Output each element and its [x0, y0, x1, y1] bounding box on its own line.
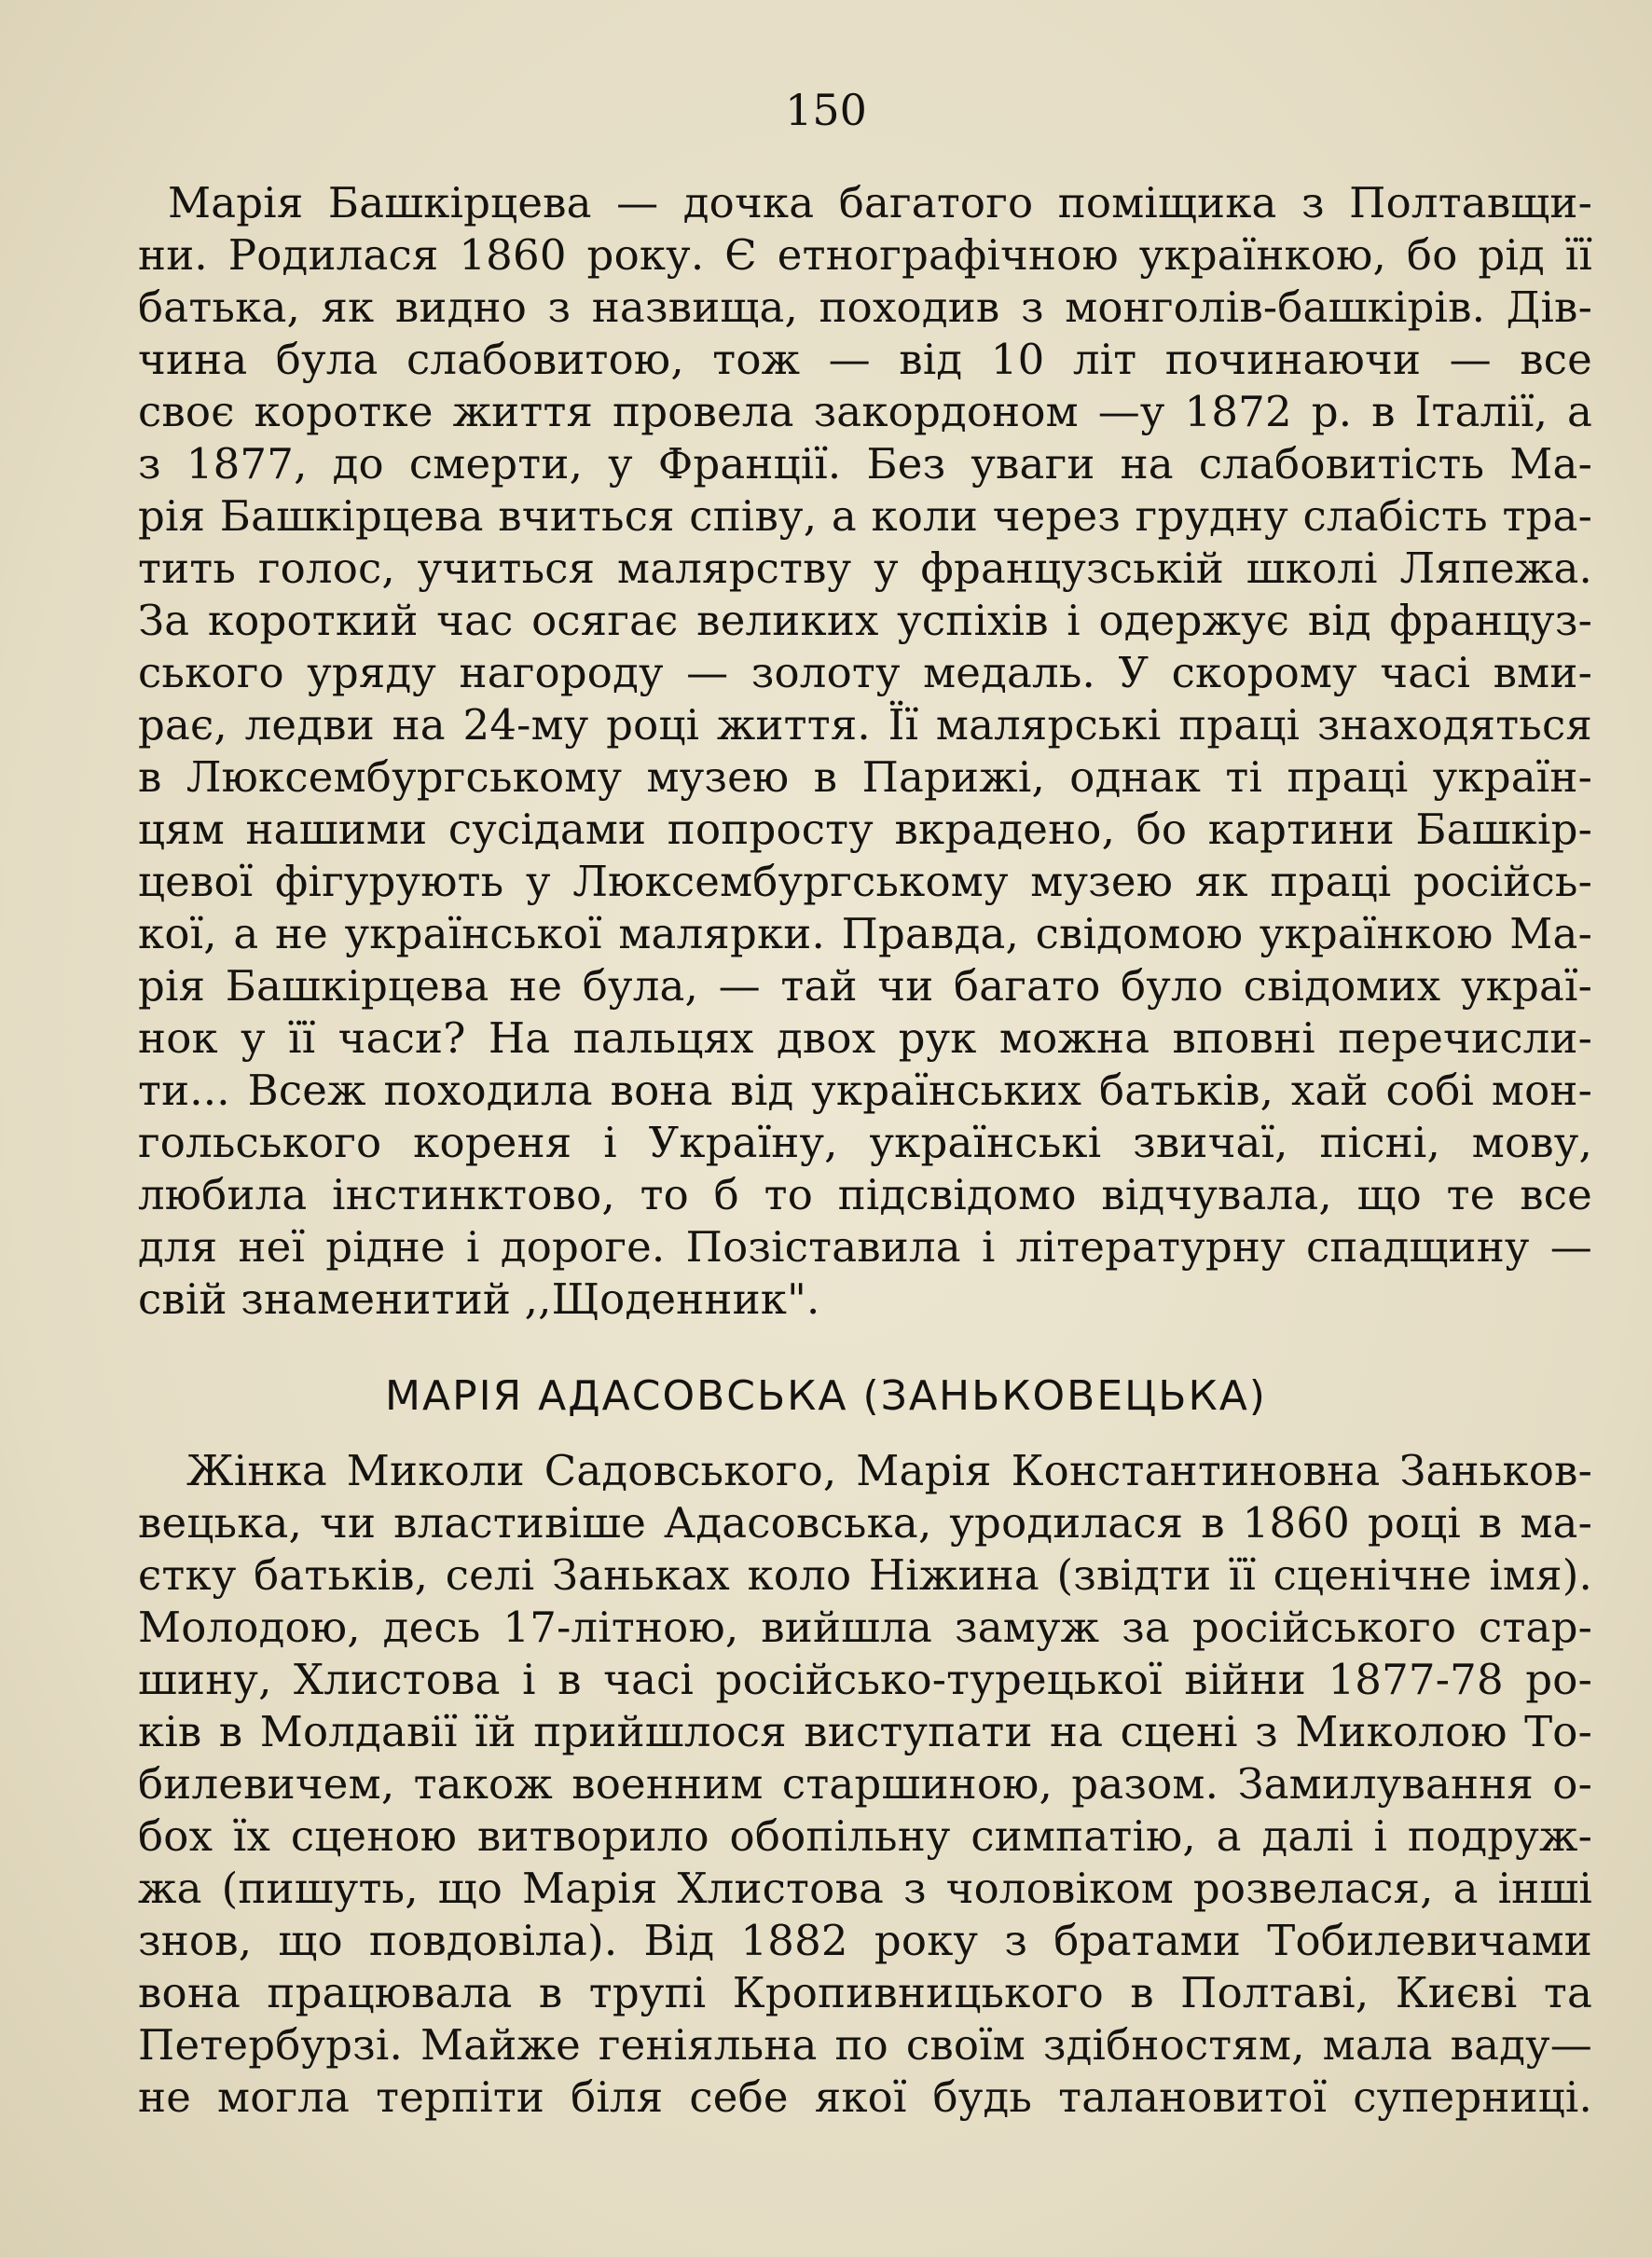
section-zankovetska — [138, 1445, 1592, 2124]
text-line: знов, що повдовіла). Від 1882 року з братами Тобилевичами — [138, 1916, 1592, 1965]
text-line: єтку батьків, селі Заньках коло Ніжина (звідти її сценічне імя). — [138, 1550, 1592, 1600]
text-line: своє коротке життя провела закордоном —у 1872 р. в Італії, а — [138, 387, 1592, 436]
text-line: рія Башкірцева вчиться співу, а коли через грудну слабість тра- — [138, 491, 1592, 541]
text-line: билевичем, також военним старшиною, разом. Замилування о- — [138, 1759, 1592, 1809]
text-line: в Люксембургському музею в Парижі, однак ті праці україн- — [138, 752, 1592, 802]
text-line: вона працювала в трупі Кропивницького в Полтаві, Києві та — [138, 1968, 1592, 2017]
text-line: тить голос, учиться малярству у французській школі Ляпежа. — [138, 544, 1592, 593]
text-line: рія Башкірцева не була, — тай чи багато було свідомих украї- — [138, 961, 1592, 1011]
text-line: вецька, чи властивіше Адасовська, уродилася в 1860 році в ма- — [138, 1498, 1592, 1548]
text-line: цям нашими сусідами попросту вкрадено, бо картини Башкір- — [138, 805, 1592, 854]
text-line: Марія Башкірцева — дочка багатого поміщика з Полтавщи- — [168, 178, 1592, 227]
text-line: бох їх сценою витворило обопільну симпатію, а далі і подруж- — [138, 1811, 1592, 1861]
text-line: любила інстинктово, то б то підсвідомо відчувала, що те все — [138, 1170, 1592, 1219]
text-line: кої, а не української малярки. Правда, свідомою українкою Ма- — [138, 909, 1592, 958]
text-line: ків в Молдавії їй прийшлося виступати на сцені з Миколою То- — [138, 1707, 1592, 1756]
text-line: не могла терпіти біля себе якої будь талановитої суперниці. — [138, 2072, 1592, 2122]
text-line: ти... Всеж походила вона від українських батьків, хай собі мон- — [138, 1066, 1592, 1115]
text-line: Жінка Миколи Садовського, Марія Константиновна Заньков- — [186, 1446, 1592, 1495]
text-line: ського уряду нагороду — золоту медаль. У скорому часі вми- — [138, 648, 1592, 697]
text-line: нок у її часи? На пальцях двох рук можна вповні перечисли- — [138, 1013, 1592, 1063]
text-line: шину, Хлистова і в часі російсько-турецької війни 1877-78 ро- — [138, 1655, 1592, 1704]
text-line: цевої фігурують у Люксембургському музею як праці російсь- — [138, 857, 1592, 906]
section-bashkirtseva — [138, 177, 1592, 1326]
text-line: ни. Родилася 1860 року. Є етнографічною українкою, бо рід її — [138, 230, 1592, 280]
page-number: 150 — [785, 85, 867, 135]
text-line: жа (пишуть, що Марія Хлистова з чоловіком розвелася, а інші — [138, 1864, 1592, 1913]
text-line: Петербурзі. Майже геніяльна по своїм здібностям, мала ваду— — [138, 2020, 1592, 2070]
text-line: свій знаменитий ,,Щоденник". — [138, 1274, 820, 1324]
text-line: За короткий час осягає великих успіхів і одержує від француз- — [138, 596, 1592, 645]
section-heading: МАРІЯ АДАСОВСЬКА (ЗАНЬКОВЕЦЬКА) — [385, 1372, 1267, 1420]
text-line: рає, ледви на 24-му році життя. Її малярські праці знаходяться — [138, 700, 1592, 750]
text-line: гольського кореня і Україну, українські звичаї, пісні, мову, — [138, 1118, 1592, 1167]
text-line: батька, як видно з назвища, походив з монголів-башкірів. Дів- — [138, 282, 1592, 332]
text-line: Молодою, десь 17-літною, вийшла замуж за російського стар- — [138, 1603, 1592, 1652]
text-line: чина була слабовитою, тож — від 10 літ починаючи — все — [138, 335, 1592, 384]
text-line: з 1877, до смерти, у Франції. Без уваги на слабовитість Ма- — [138, 439, 1592, 489]
text-line: для неї рідне і дороге. Позіставила і літературну спадщину — — [138, 1222, 1592, 1272]
